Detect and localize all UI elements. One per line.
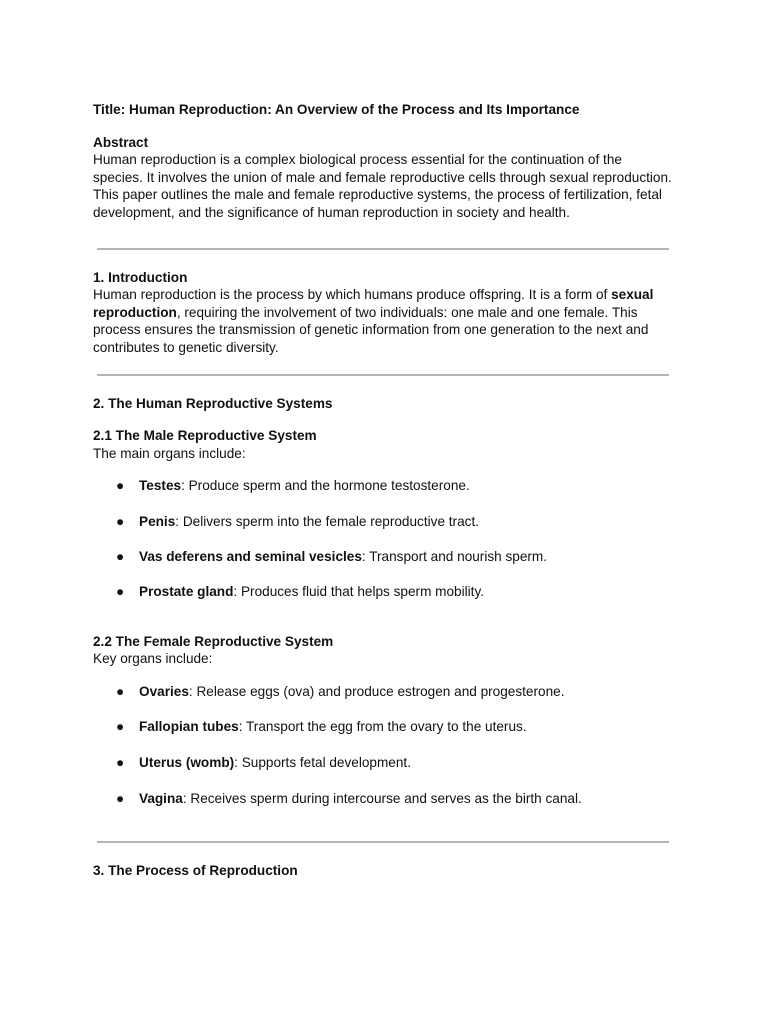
organ-description: : Release eggs (ova) and produce estrogen and progesterone. — [188, 683, 565, 699]
organ-description: : Transport the egg from the ovary to the uterus. — [238, 719, 527, 735]
organ-description: : Delivers sperm into the female reproductive tract. — [175, 513, 479, 529]
bullet-icon: ● — [116, 478, 125, 494]
male-organs-list — [93, 477, 673, 600]
list-item — [93, 790, 673, 808]
introduction-text-start: Human reproduction is the process by which humans produce offspring. It is a form of — [93, 287, 612, 303]
list-item — [93, 477, 673, 495]
introduction-bold-term: sexual reproduction — [93, 287, 654, 320]
introduction-text-end: , requiring the involvement of two individuals: one male and one female. This process ensures the transmission of genetic information from one generation to the next and contributes to genetic diversity. — [93, 304, 649, 355]
female-system-heading: 2.2 The Female Reproductive System — [93, 633, 334, 649]
list-item — [93, 513, 673, 531]
organ-term: Vas deferens and seminal vesicles — [139, 548, 362, 564]
organ-term: Fallopian tubes — [139, 719, 239, 735]
bullet-icon: ● — [116, 513, 125, 529]
organ-description: : Supports fetal development. — [234, 755, 411, 771]
list-item — [93, 548, 673, 566]
bullet-icon: ● — [116, 719, 125, 735]
list-item — [93, 754, 673, 772]
introduction-text — [93, 286, 673, 356]
list-item — [93, 718, 673, 736]
abstract-heading: Abstract — [93, 134, 149, 150]
bullet-icon: ● — [116, 584, 125, 600]
bullet-icon: ● — [116, 790, 125, 806]
organ-term: Ovaries — [139, 683, 189, 699]
organ-description: : Transport and nourish sperm. — [361, 548, 548, 564]
male-system-intro: The main organs include: — [93, 445, 246, 461]
abstract-text: Human reproduction is a complex biological process essential for the continuation of the species. It involves the union of male and female reproductive cells through sexual reproduction. This paper outlines the male and female reproductive systems, the process of fertilization, fetal development, and the significance of human reproduction in society and health. — [93, 152, 672, 220]
section2-heading: 2. The Human Reproductive Systems — [93, 395, 333, 411]
document-body — [93, 101, 673, 880]
document-title: Title: Human Reproduction: An Overview of the Process and Its Importance — [93, 102, 580, 117]
bullet-icon: ● — [116, 755, 125, 771]
organ-term: Vagina — [139, 790, 183, 806]
organ-description: : Produces fluid that helps sperm mobility. — [233, 584, 485, 600]
organ-term: Testes — [139, 478, 182, 494]
male-system-heading: 2.1 The Male Reproductive System — [93, 428, 317, 444]
list-item — [93, 683, 673, 701]
female-system-intro: Key organs include: — [93, 651, 213, 667]
female-organs-list — [93, 683, 673, 807]
organ-term: Penis — [139, 513, 176, 529]
section3-heading: 3. The Process of Reproduction — [93, 863, 298, 879]
organ-description: : Receives sperm during intercourse and serves as the birth canal. — [182, 790, 582, 806]
organ-term: Uterus (womb) — [139, 755, 235, 771]
bullet-icon: ● — [116, 548, 125, 564]
organ-term: Prostate gland — [139, 584, 234, 600]
organ-description: : Produce sperm and the hormone testosterone. — [181, 478, 470, 494]
introduction-heading: 1. Introduction — [93, 269, 188, 285]
list-item — [93, 583, 673, 601]
bullet-icon: ● — [116, 683, 125, 699]
